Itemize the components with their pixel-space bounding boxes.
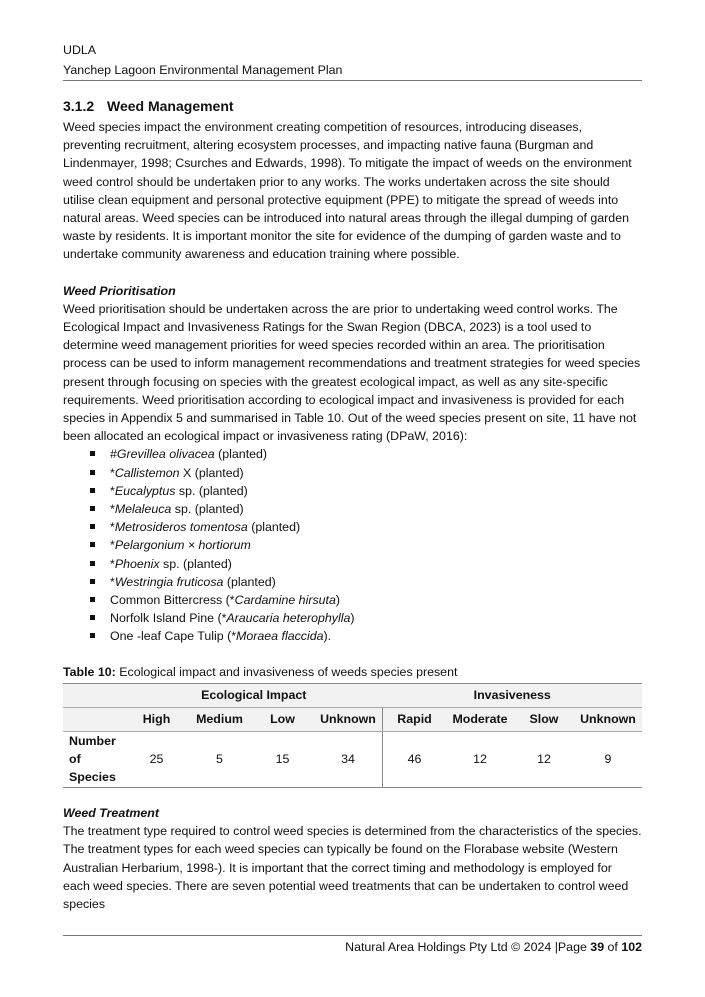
square-bullet-icon: [90, 451, 95, 456]
row-label: Number of Species: [63, 731, 125, 787]
table-caption-label: Table 10:: [63, 664, 116, 679]
square-bullet-icon: [90, 633, 95, 638]
cell-medium: 5: [188, 731, 251, 787]
list-item: #Grevillea olivacea (planted): [90, 445, 642, 463]
col-header-rapid: Rapid: [383, 707, 447, 731]
cell-unknown-invasiveness: 9: [574, 731, 642, 787]
list-item: *Callistemon X (planted): [90, 464, 642, 482]
table-caption: [63, 663, 642, 681]
group-header-invasiveness: Invasiveness: [383, 683, 643, 707]
prioritisation-heading: Weed Prioritisation: [63, 283, 176, 298]
list-item: Common Bittercress (*Cardamine hirsuta): [90, 591, 642, 609]
square-bullet-icon: [90, 470, 95, 475]
page-number: 39: [590, 940, 605, 954]
col-header-unknown-impact: Unknown: [314, 707, 383, 731]
prioritisation-paragraph: Weed prioritisation should be undertaken across the are prior to undertaking weed control works. The Ecological Impact and Invasiveness Ratings for the Swan Region (DBCA, 2023) is a tool used to determine weed management priorities for weed species recorded within an area. The prioritisation process can be used to inform management recommendations and treatment strategies for weed species present through focusing on species with the greatest ecological impact, as well as any site-specific requirements. Weed prioritisation according to ecological impact and invasiveness is provided for each species in Appendix 5 and summarised in Table 10. Out of the weed species present on site, 11 have not been allocated an ecological impact or invasiveness rating (DPaW, 2016):: [63, 301, 641, 444]
cell-rapid: 46: [383, 731, 447, 787]
header-divider: [63, 80, 642, 81]
cell-slow: 12: [514, 731, 574, 787]
list-item: *Metrosideros tomentosa (planted): [90, 518, 642, 536]
square-bullet-icon: [90, 561, 95, 566]
table-row: [63, 731, 642, 787]
square-bullet-icon: [90, 488, 95, 493]
empty-header-cell: [63, 683, 125, 707]
treatment-heading: Weed Treatment: [63, 805, 159, 820]
square-bullet-icon: [90, 506, 95, 511]
section-heading: [63, 96, 642, 116]
square-bullet-icon: [90, 579, 95, 584]
group-header-ecological-impact: Ecological Impact: [125, 683, 383, 707]
header-org: UDLA: [63, 43, 97, 57]
footer-company: Natural Area Holdings Pty Ltd © 2024 |Page: [345, 940, 591, 954]
list-item: *Pelargonium × hortiorum: [90, 536, 642, 554]
page-header: [63, 40, 642, 80]
section-number: 3.1.2: [63, 98, 95, 114]
square-bullet-icon: [90, 524, 95, 529]
intro-paragraph: Weed species impact the environment creating competition of resources, introducing diseases, preventing recruitment, altering ecosystem processes, and impacting native fauna (Burgman and Lindenmayer, 1998; Csurches and Edwards, 1998). To mitigate the impact of weeds on the environment weed control should be undertaken prior to any works. The works undertaken across the site should utilise clean equipment and personal protective equipment (PPE) to mitigate the spread of weeds into natural areas. Weed species can be introduced into natural areas through the illegal dumping of garden waste by residents. It is important monitor the site for evidence of the dumping of garden waste and to undertake community awareness and education training where possible.: [63, 120, 632, 262]
col-header-slow: Slow: [514, 707, 574, 731]
cell-unknown-impact: 34: [314, 731, 383, 787]
page-total: 102: [621, 940, 642, 954]
footer-divider: [63, 935, 642, 936]
list-item: *Phoenix sp. (planted): [90, 555, 642, 573]
col-header-low: Low: [251, 707, 314, 731]
header-doc-title: Yanchep Lagoon Environmental Management Plan: [63, 63, 343, 77]
col-header-medium: Medium: [188, 707, 251, 731]
unrated-species-list: [63, 445, 642, 645]
col-header-moderate: Moderate: [446, 707, 514, 731]
list-item: Norfolk Island Pine (*Araucaria heterophylla): [90, 609, 642, 627]
square-bullet-icon: [90, 597, 95, 602]
cell-moderate: 12: [446, 731, 514, 787]
square-bullet-icon: [90, 542, 95, 547]
cell-low: 15: [251, 731, 314, 787]
page-content: [63, 96, 642, 913]
col-header-unknown-invasiveness: Unknown: [574, 707, 642, 731]
list-item: One -leaf Cape Tulip (*Moraea flaccida).: [90, 627, 642, 645]
page-footer: Natural Area Holdings Pty Ltd © 2024 |Page 39 of 102: [345, 940, 642, 954]
square-bullet-icon: [90, 615, 95, 620]
table-caption-text: Ecological impact and invasiveness of weeds species present: [115, 664, 458, 679]
weed-ratings-table: [63, 683, 642, 788]
cell-high: 25: [125, 731, 188, 787]
list-item: *Melaleuca sp. (planted): [90, 500, 642, 518]
section-title: Weed Management: [107, 98, 234, 114]
treatment-paragraph: The treatment type required to control weed species is determined from the characteristics of the species. The treatment types for each weed species can typically be found on the Florabase website (Western Australian Herbarium, 1998-). It is important that the correct timing and methodology is employed for each weed species. There are seven potential weed treatments that can be undertaken to control weed species: [63, 824, 642, 911]
list-item: *Westringia fruticosa (planted): [90, 573, 642, 591]
empty-header-cell: [63, 707, 125, 731]
col-header-high: High: [125, 707, 188, 731]
list-item: *Eucalyptus sp. (planted): [90, 482, 642, 500]
